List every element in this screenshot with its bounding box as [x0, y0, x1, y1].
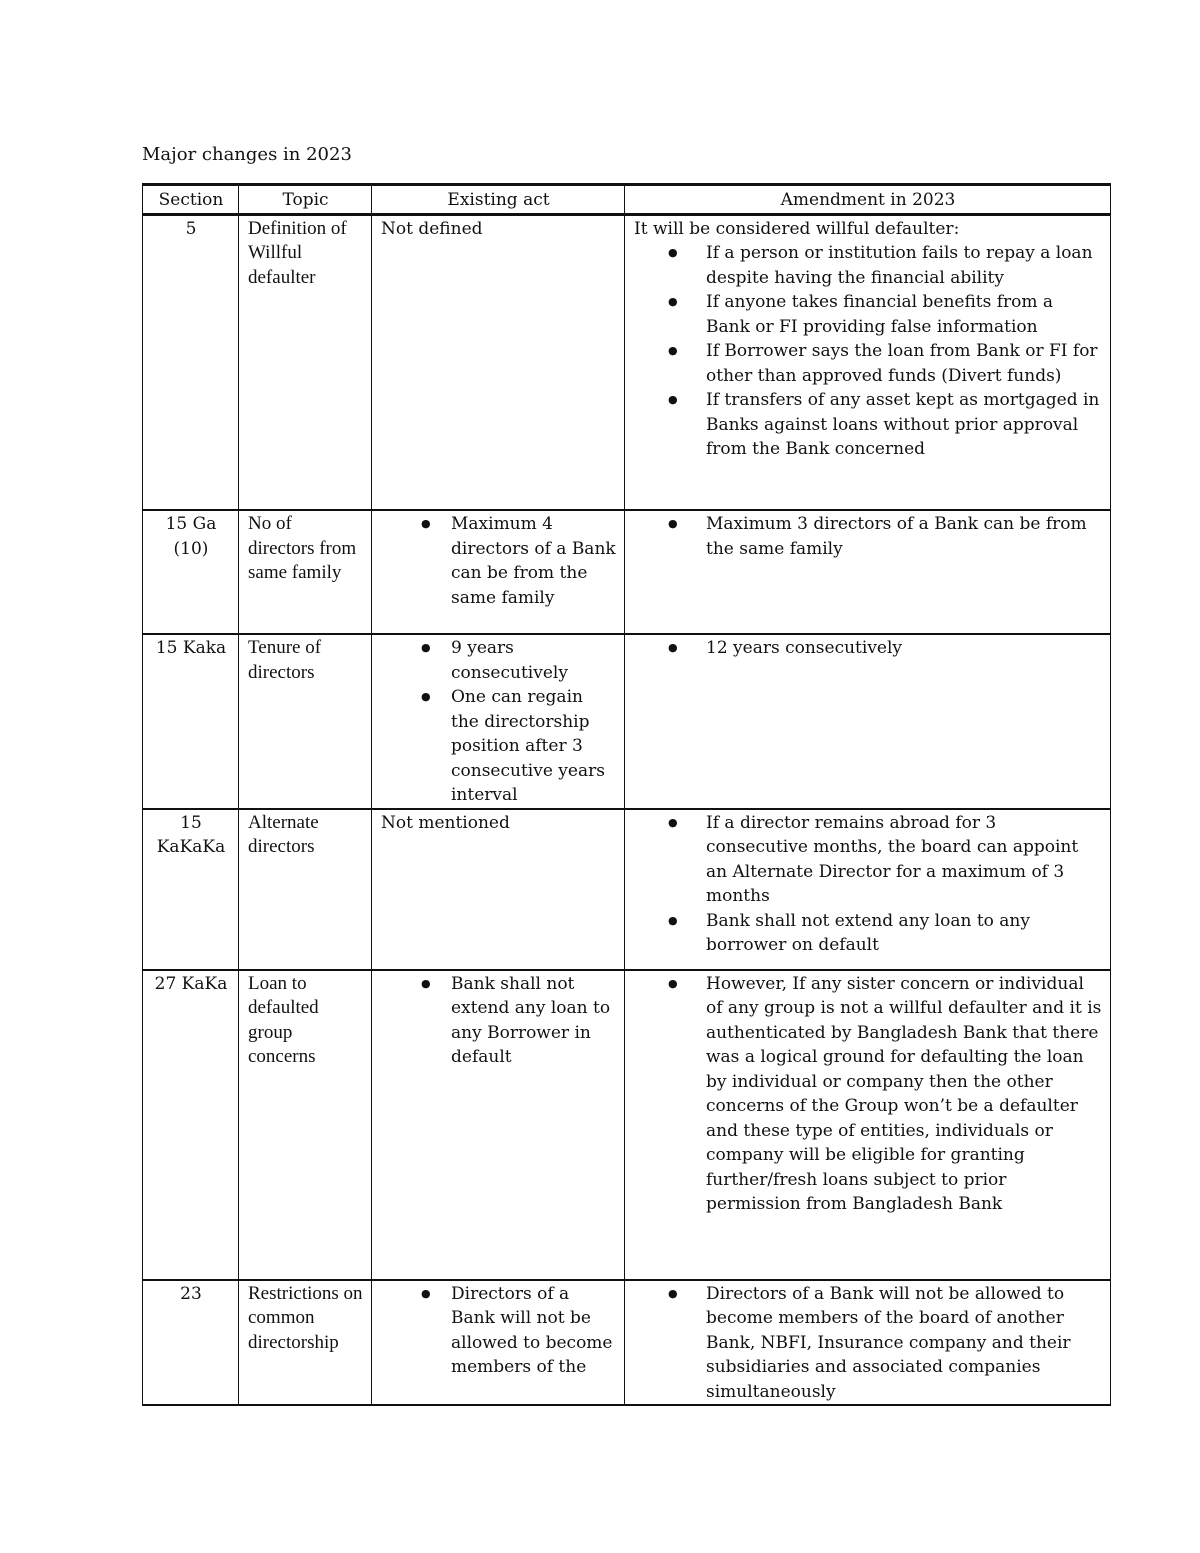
section-cell: 15 Kaka — [143, 634, 239, 809]
header-existing-act: Existing act — [372, 185, 625, 215]
existing-act-cell — [372, 634, 625, 809]
topic-cell: Loan to defaulted group concerns — [239, 970, 372, 1280]
header-row — [143, 185, 1111, 215]
existing-act-cell: Not mentioned — [372, 809, 625, 970]
list-item: ● Directors of a Bank will not be allowed to become members of the board of another Bank, NBFI, Insurance company and their subsidiaries and associated companies simultaneously — [634, 1282, 1102, 1405]
table-row — [143, 634, 1111, 809]
list-item: ● 12 years consecutively — [634, 636, 1102, 661]
amendment-cell — [625, 1280, 1111, 1406]
amendment-list — [634, 636, 1102, 661]
existing-act-cell — [372, 1280, 625, 1406]
existing-list — [381, 972, 616, 1070]
amendment-cell — [625, 809, 1111, 970]
amendment-list — [634, 241, 1102, 462]
table-row — [143, 1280, 1111, 1406]
list-item: ● If Borrower says the loan from Bank or FI for other than approved funds (Divert funds) — [634, 339, 1102, 388]
section-cell: 5 — [143, 214, 239, 510]
list-item: ● If transfers of any asset kept as mortgaged in Banks against loans without prior approval from the Bank concerned — [634, 388, 1102, 462]
section-cell: 15 KaKaKa — [143, 809, 239, 970]
topic-cell: Alternate directors — [239, 809, 372, 970]
amendment-list — [634, 811, 1102, 958]
topic-cell: No of directors from same family — [239, 510, 372, 634]
list-item: ● Directors of a Bank will not be allowed to become members of the — [381, 1282, 616, 1380]
topic-cell: Definition of Willful defaulter — [239, 214, 372, 510]
list-item: ● 9 years consecutively — [381, 636, 616, 685]
list-item: ● If anyone takes financial benefits from a Bank or FI providing false information — [634, 290, 1102, 339]
existing-act-cell: Not defined — [372, 214, 625, 510]
section-cell: 15 Ga (10) — [143, 510, 239, 634]
amendment-cell — [625, 214, 1111, 510]
list-item: ● Bank shall not extend any loan to any borrower on default — [634, 909, 1102, 958]
amendment-list — [634, 1282, 1102, 1405]
amendment-cell — [625, 634, 1111, 809]
existing-list — [381, 512, 616, 610]
list-item: ● Bank shall not extend any loan to any Borrower in default — [381, 972, 616, 1070]
table-row — [143, 214, 1111, 510]
existing-list — [381, 636, 616, 808]
existing-act-cell — [372, 970, 625, 1280]
list-item: ● One can regain the directorship position after 3 consecutive years interval — [381, 685, 616, 808]
header-section: Section — [143, 185, 239, 215]
existing-act-cell — [372, 510, 625, 634]
list-item: ● If a person or institution fails to repay a loan despite having the financial ability — [634, 241, 1102, 290]
header-amendment: Amendment in 2023 — [625, 185, 1111, 215]
amendment-list — [634, 512, 1102, 561]
amendment-cell — [625, 510, 1111, 634]
page-title: Major changes in 2023 — [142, 144, 352, 165]
list-item: ● Maximum 3 directors of a Bank can be from the same family — [634, 512, 1102, 561]
table-row — [143, 970, 1111, 1280]
amendment-cell — [625, 970, 1111, 1280]
amendment-list — [634, 972, 1102, 1217]
section-cell: 27 KaKa — [143, 970, 239, 1280]
changes-table — [142, 183, 1111, 1406]
topic-cell: Tenure of directors — [239, 634, 372, 809]
list-item: ● Maximum 4 directors of a Bank can be from the same family — [381, 512, 616, 610]
amendment-intro: It will be considered willful defaulter: — [634, 218, 960, 239]
topic-cell: Restrictions on common directorship — [239, 1280, 372, 1406]
existing-list — [381, 1282, 616, 1380]
header-topic: Topic — [239, 185, 372, 215]
table-row — [143, 809, 1111, 970]
section-cell: 23 — [143, 1280, 239, 1406]
list-item: ● If a director remains abroad for 3 consecutive months, the board can appoint an Alternate Director for a maximum of 3 months — [634, 811, 1102, 909]
table-row — [143, 510, 1111, 634]
list-item: ● However, If any sister concern or individual of any group is not a willful defaulter and it is authenticated by Bangladesh Bank that there was a logical ground for defaulting the loan by individual or company then the other concerns of the Group won’t be a defaulter and these type of entities, individuals or company will be eligible for granting further/fresh loans subject to prior permission from Bangladesh Bank — [634, 972, 1102, 1217]
